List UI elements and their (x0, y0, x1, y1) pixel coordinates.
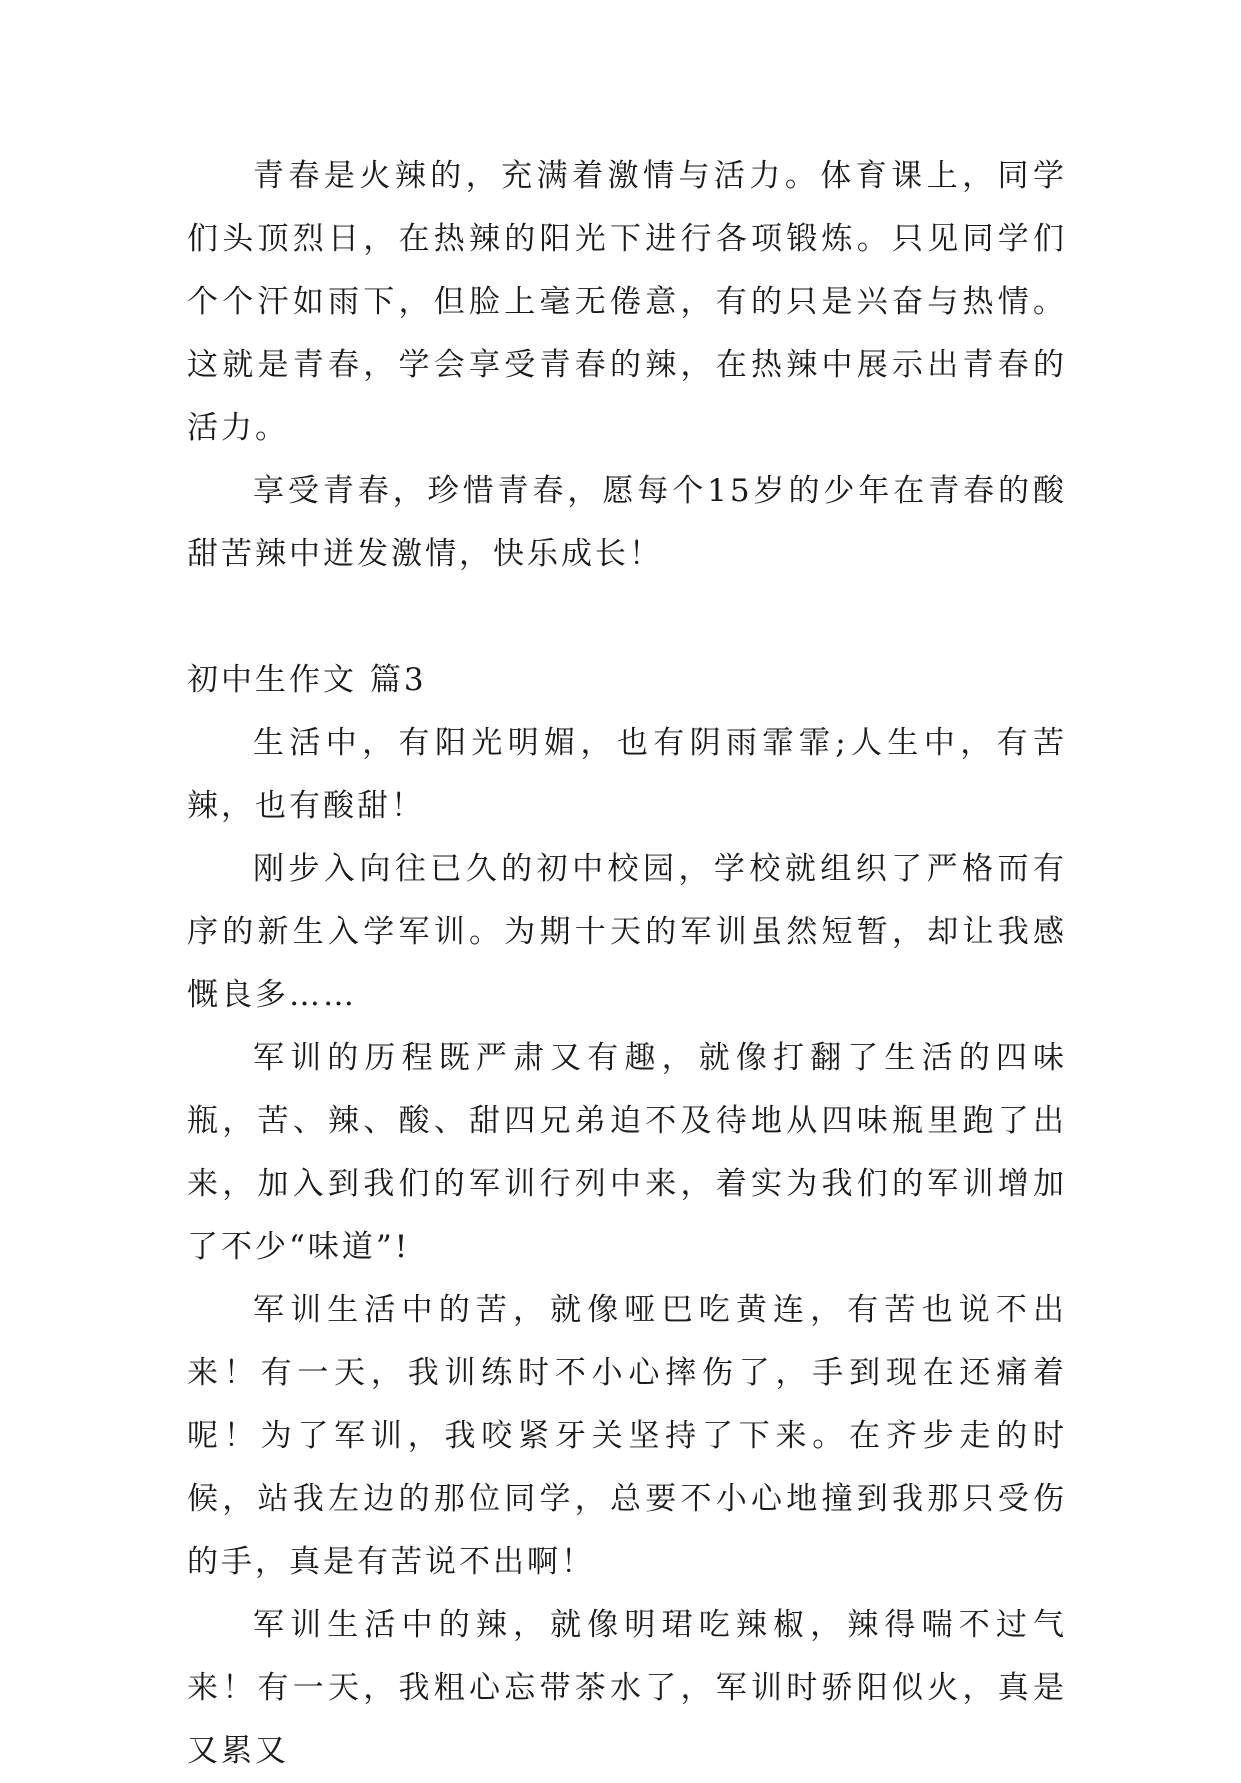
paragraph: 军训的历程既严肃又有趣，就像打翻了生活的四味瓶，苦、辣、酸、甜四兄弟迫不及待地从四味瓶里跑了出来，加入到我们的军训行列中来，着实为我们的军训增加了不少“味道”! (187, 1040, 1067, 1265)
paragraph: 刚步入向往已久的初中校园，学校就组织了严格而有序的新生入学军训。为期十天的军训虽然短暂，却让我感慨良多…… (187, 851, 1067, 1013)
paragraph: 军训生活中的苦，就像哑巴吃黄连，有苦也说不出来！有一天，我训练时不小心摔伤了，手到现在还痛着呢！为了军训，我咬紧牙关坚持了下来。在齐步走的时候，站我左边的那位同学，总要不小心地撞到我那只受伤的手，真是有苦说不出啊！ (187, 1292, 1067, 1580)
paragraph: 青春是火辣的，充满着激情与活力。体育课上，同学们头顶烈日，在热辣的阳光下进行各项锻炼。只见同学们个个汗如雨下，但脸上毫无倦意，有的只是兴奋与热情。这就是青春，学会享受青春的辣，在热辣中展示出青春的活力。 (187, 158, 1067, 446)
paragraph: 军训生活中的辣，就像明珺吃辣椒，辣得喘不过气来！有一天，我粗心忘带茶水了，军训时骄阳似火，真是又累又 (187, 1607, 1067, 1769)
section-heading: 初中生作文 篇3 (187, 662, 427, 698)
paragraph: 生活中，有阳光明媚，也有阴雨霏霏;人生中，有苦辣，也有酸甜！ (187, 725, 1067, 824)
document-page (187, 145, 1067, 1783)
paragraph: 享受青春，珍惜青春，愿每个15岁的少年在青春的酸甜苦辣中迸发激情，快乐成长！ (187, 473, 1067, 572)
